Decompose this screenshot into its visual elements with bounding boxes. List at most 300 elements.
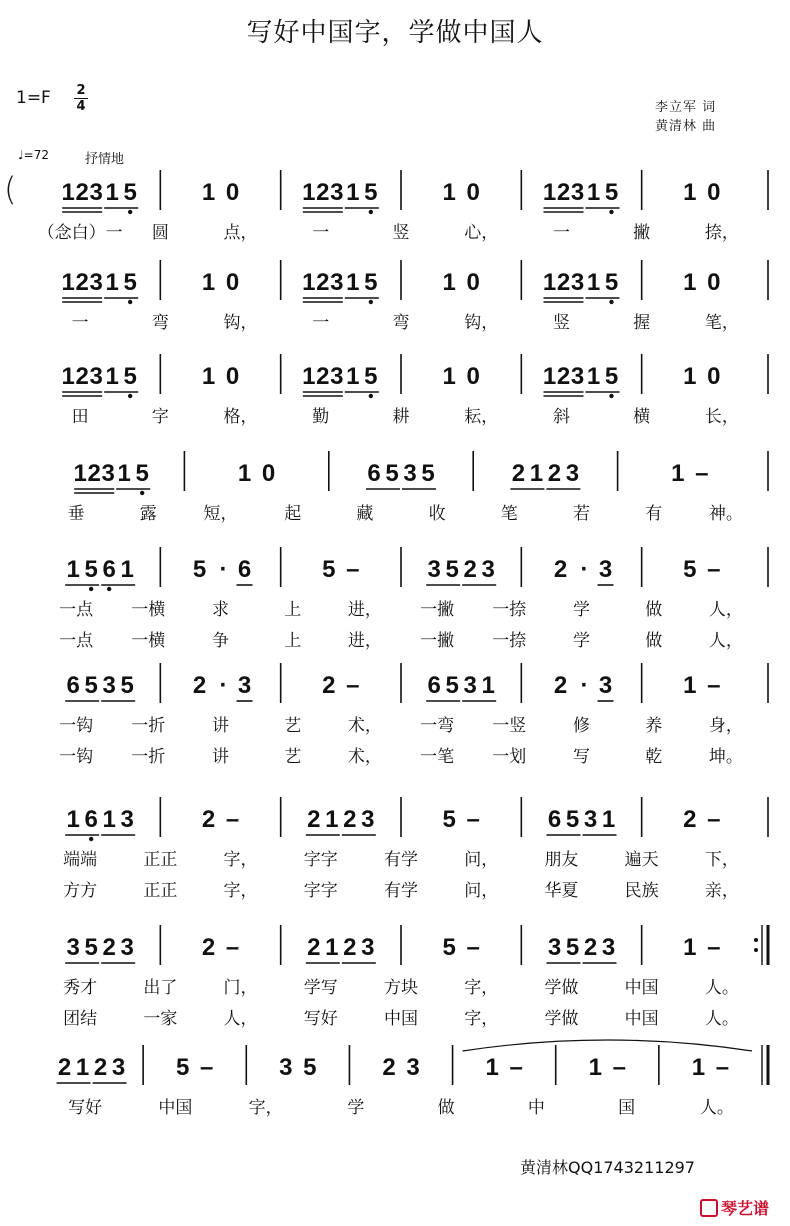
note: 1 — [586, 363, 601, 390]
note: 2 — [57, 1054, 72, 1081]
note: 1 — [325, 806, 339, 833]
note: 5 — [364, 363, 378, 390]
note: 5 — [120, 672, 134, 699]
note-dash: – — [225, 934, 240, 961]
lyric-word: 亲， — [704, 881, 739, 901]
note-dash: – — [466, 806, 480, 833]
note: 2 — [102, 934, 116, 961]
lyric-word: 一 — [71, 313, 89, 333]
expression-marking: 抒情地 — [85, 152, 125, 167]
lyric-word: 字， — [223, 850, 258, 870]
lyric-word: 一横 — [131, 631, 166, 651]
note: 1 — [683, 934, 697, 961]
note: 2 — [556, 179, 571, 206]
lyric-word: 学写 — [303, 978, 338, 998]
lyric-word: 方方 — [63, 881, 98, 901]
lyric-word: （念白）一 — [37, 223, 123, 243]
lyric-word: 中国 — [624, 978, 659, 998]
lyric-word: 中国 — [624, 1009, 659, 1029]
lyric-word: 坤。 — [708, 747, 743, 767]
note: 5 — [192, 556, 207, 583]
site-logo — [700, 1196, 769, 1219]
note: 5 — [565, 806, 580, 833]
note: 1 — [61, 363, 75, 390]
note: 1 — [105, 363, 119, 390]
lyric-word: 斜 — [552, 407, 570, 427]
lyric-word: 耕 — [392, 407, 410, 427]
lyric-word: 艺 — [284, 747, 302, 767]
note-dash: – — [707, 672, 721, 699]
note: 0 — [707, 179, 721, 206]
lyric-word: 神。 — [708, 504, 743, 524]
lyric-word: 下， — [704, 850, 739, 870]
lyric-word: 出了 — [143, 978, 178, 998]
note: 3 — [89, 363, 103, 390]
lyric-word: 乾 — [645, 747, 663, 767]
lyric-word: 求 — [212, 600, 229, 620]
lyric-word: 写好 — [303, 1009, 338, 1029]
note: 3 — [120, 934, 134, 961]
note: 1 — [105, 179, 119, 206]
note: 2 — [583, 934, 598, 961]
note: 5 — [445, 672, 459, 699]
lyric-word: 一钩 — [59, 716, 94, 736]
note: 1 — [66, 556, 80, 583]
lyric-word: 一竖 — [492, 716, 527, 736]
note: 1 — [588, 1054, 602, 1081]
lyric-word: 一弯 — [420, 716, 455, 736]
lyric-word: 上 — [284, 631, 302, 651]
lyric-word: 一 — [312, 223, 330, 243]
lyric-word: 一折 — [131, 747, 166, 767]
lyric-word: 正正 — [143, 881, 178, 901]
note: 1 — [586, 179, 601, 206]
note: 1 — [442, 269, 456, 296]
lyric-word: 笔 — [500, 504, 518, 524]
lyric-word: 中 — [527, 1098, 545, 1118]
low-octave-dot — [369, 210, 373, 214]
low-octave-dot — [89, 837, 93, 841]
lyric-word: 写好 — [68, 1098, 103, 1118]
note: 1 — [586, 269, 601, 296]
note: 2 — [463, 556, 477, 583]
note: 2 — [93, 1054, 108, 1081]
note: 3 — [547, 934, 562, 961]
note-dash: – — [200, 1054, 214, 1081]
note: 3 — [570, 269, 585, 296]
note: 5 — [123, 363, 137, 390]
note: 2 — [75, 269, 89, 296]
lyric-word: 写 — [573, 747, 590, 767]
lyric-word: 养 — [645, 716, 663, 736]
lyric-word: 人， — [223, 1009, 258, 1029]
note: 3 — [583, 806, 598, 833]
note: 1 — [442, 363, 456, 390]
note: 1 — [61, 269, 75, 296]
low-octave-dot — [128, 210, 132, 214]
lyric-word: 有 — [645, 504, 663, 524]
note-dot: · — [580, 556, 589, 583]
note: 1 — [542, 179, 557, 206]
note: 1 — [346, 269, 360, 296]
lyric-word: 做 — [437, 1098, 455, 1118]
lyric-word: 一撇 — [420, 631, 455, 651]
lyric-word: 遍天 — [624, 850, 659, 870]
note: 2 — [553, 556, 568, 583]
note: 0 — [707, 269, 721, 296]
note: 2 — [75, 179, 89, 206]
note: 3 — [89, 269, 103, 296]
lyric-word: 门， — [223, 978, 258, 998]
note-dash: – — [225, 806, 240, 833]
note-dash: – — [707, 934, 721, 961]
lyric-word: 人。 — [699, 1098, 734, 1118]
lyric-word: 中国 — [384, 1009, 418, 1029]
lyric-word: 字， — [464, 978, 499, 998]
note: 3 — [66, 934, 80, 961]
low-octave-dot — [609, 394, 613, 398]
repeat-dot — [754, 938, 758, 942]
lyric-word: 争 — [212, 631, 229, 651]
lyric-word: 华夏 — [544, 881, 579, 901]
lyric-word: 进， — [347, 600, 382, 620]
lyric-word: 一家 — [143, 1009, 178, 1029]
note: 3 — [570, 179, 585, 206]
note: 2 — [683, 806, 697, 833]
lyric-word: 起 — [284, 504, 302, 524]
lyric-word: 格， — [223, 407, 258, 427]
note: 2 — [87, 460, 101, 487]
note: 3 — [570, 363, 585, 390]
note-dash: – — [707, 556, 721, 583]
note: 2 — [201, 806, 216, 833]
note-dash: – — [695, 460, 709, 487]
composer-credit: 黄清林 曲 — [655, 119, 717, 134]
note: 1 — [237, 460, 252, 487]
note: 2 — [511, 460, 526, 487]
note: 1 — [346, 179, 360, 206]
lyric-word: 人。 — [704, 978, 739, 998]
note: 3 — [120, 806, 134, 833]
note: 5 — [604, 269, 619, 296]
lyric-word: 术， — [347, 716, 382, 736]
lyric-word: 民族 — [624, 881, 659, 901]
lyric-word: 团结 — [63, 1009, 98, 1029]
note: 1 — [601, 806, 616, 833]
note: 3 — [601, 934, 616, 961]
lyric-word: 人。 — [704, 1009, 739, 1029]
lyric-word: 笔， — [704, 313, 739, 333]
lyric-word: 钩， — [223, 313, 258, 333]
note: 5 — [385, 460, 399, 487]
song-title: 写好中国字，学做中国人 — [246, 18, 544, 48]
time-signature-top: 2 — [76, 83, 86, 98]
lyric-word: 竖 — [552, 313, 570, 333]
note: 6 — [237, 556, 252, 583]
note-dash: – — [466, 934, 480, 961]
note: 2 — [201, 934, 216, 961]
lyric-word: 横 — [633, 407, 651, 427]
note: 5 — [604, 363, 619, 390]
note: 2 — [382, 1054, 396, 1081]
note: 1 — [683, 363, 697, 390]
note: 1 — [302, 179, 316, 206]
lyric-word: 字字 — [303, 850, 338, 870]
lyric-word: 字， — [248, 1098, 283, 1118]
lyric-word: 一划 — [492, 747, 527, 767]
low-octave-dot — [128, 300, 132, 304]
note: 5 — [445, 556, 459, 583]
note: 1 — [302, 363, 316, 390]
note: 1 — [481, 672, 495, 699]
note: 3 — [565, 460, 580, 487]
note: 1 — [442, 179, 456, 206]
note: 5 — [364, 179, 378, 206]
lyric-word: 露 — [139, 504, 157, 524]
note: 3 — [463, 672, 477, 699]
lyric-word: 竖 — [392, 223, 410, 243]
lyric-word: 撇 — [633, 223, 651, 243]
note: 2 — [343, 934, 357, 961]
note: 3 — [111, 1054, 126, 1081]
lyric-word: 问， — [464, 850, 499, 870]
note: 3 — [330, 269, 344, 296]
key-signature: 1=F — [16, 88, 51, 108]
note: 5 — [303, 1054, 317, 1081]
note: 2 — [343, 806, 357, 833]
lyric-word: 一 — [552, 223, 570, 243]
lyric-word: 若 — [573, 504, 590, 524]
lyric-word: 艺 — [284, 716, 302, 736]
note: 6 — [367, 460, 381, 487]
tie-arc — [463, 1040, 752, 1051]
lyric-word: 弯 — [151, 313, 169, 333]
opening-bracket: ( — [4, 170, 17, 208]
note: 1 — [542, 363, 557, 390]
lyric-word: 人， — [708, 600, 743, 620]
lyric-word: 中国 — [158, 1098, 193, 1118]
note: 6 — [102, 556, 116, 583]
lyric-word: 心， — [464, 223, 499, 243]
note: 1 — [683, 269, 697, 296]
note: 2 — [316, 179, 330, 206]
note: 3 — [361, 806, 375, 833]
lyric-word: 字 — [151, 407, 169, 427]
lyric-word: 弯 — [392, 313, 410, 333]
note-dash: – — [346, 672, 360, 699]
lyric-word: 人， — [708, 631, 743, 651]
note: 2 — [316, 363, 330, 390]
note: 3 — [237, 672, 252, 699]
lyric-word: 捺， — [704, 223, 739, 243]
low-octave-dot — [128, 394, 132, 398]
note: 1 — [66, 806, 80, 833]
note: 1 — [325, 934, 339, 961]
repeat-dot — [754, 948, 758, 952]
note: 2 — [322, 672, 336, 699]
note: 5 — [442, 806, 456, 833]
note-dash: – — [509, 1054, 523, 1081]
note: 5 — [84, 672, 98, 699]
note: 5 — [123, 269, 137, 296]
note: 3 — [598, 556, 613, 583]
low-octave-dot — [89, 587, 93, 591]
note-dash: – — [346, 556, 360, 583]
note: 1 — [75, 1054, 90, 1081]
lyric-word: 点， — [223, 223, 258, 243]
note: 2 — [547, 460, 562, 487]
note: 1 — [201, 179, 216, 206]
lyric-word: 学 — [573, 631, 590, 651]
lyricist-credit: 李立军 词 — [655, 100, 717, 115]
note: 5 — [84, 556, 98, 583]
lyric-word: 垂 — [67, 504, 85, 524]
note: 2 — [553, 672, 568, 699]
note: 1 — [61, 179, 75, 206]
lyric-word: 方块 — [384, 978, 418, 998]
low-octave-dot — [369, 300, 373, 304]
note: 3 — [481, 556, 495, 583]
note: 6 — [66, 672, 80, 699]
lyric-word: 长， — [704, 407, 739, 427]
note: 3 — [102, 672, 116, 699]
lyric-word: 一折 — [131, 716, 166, 736]
lyric-word: 做 — [645, 600, 663, 620]
note: 0 — [225, 269, 240, 296]
note: 1 — [73, 460, 87, 487]
note: 3 — [403, 460, 417, 487]
note: 3 — [361, 934, 375, 961]
lyric-word: 藏 — [356, 504, 374, 524]
note: 1 — [302, 269, 316, 296]
note: 1 — [201, 363, 216, 390]
note: 3 — [279, 1054, 293, 1081]
note: 1 — [201, 269, 216, 296]
note: 0 — [466, 179, 480, 206]
low-octave-dot — [609, 300, 613, 304]
note: 3 — [427, 556, 441, 583]
logo-text: 琴艺谱 — [721, 1199, 770, 1218]
note: 0 — [707, 363, 721, 390]
note: 1 — [102, 806, 116, 833]
lyric-word: 一横 — [131, 600, 166, 620]
lyric-word: 问， — [464, 881, 499, 901]
low-octave-dot — [140, 491, 144, 495]
lyric-word: 田 — [71, 407, 89, 427]
lyric-word: 讲 — [212, 716, 229, 736]
lyric-word: 学做 — [544, 978, 579, 998]
note-dash: – — [612, 1054, 626, 1081]
lyric-word: 耘， — [464, 407, 499, 427]
lyric-word: 有学 — [384, 881, 418, 901]
low-octave-dot — [369, 394, 373, 398]
lyric-word: 圆 — [151, 223, 169, 243]
lyric-word: 身， — [708, 716, 743, 736]
lyric-word: 国 — [618, 1098, 636, 1118]
note: 2 — [316, 269, 330, 296]
note: 1 — [485, 1054, 499, 1081]
note: 3 — [330, 179, 344, 206]
lyric-word: 朋友 — [544, 850, 579, 870]
note: 1 — [671, 460, 685, 487]
time-signature-bottom: 4 — [76, 99, 86, 114]
note: 6 — [84, 806, 98, 833]
note: 0 — [466, 269, 480, 296]
footer-contact: 黄清林QQ1743211297 — [520, 1158, 695, 1177]
note: 5 — [135, 460, 149, 487]
lyric-word: 一钩 — [59, 747, 94, 767]
lyric-word: 钩， — [464, 313, 499, 333]
lyric-word: 讲 — [212, 747, 229, 767]
note-dash: – — [707, 806, 721, 833]
lyric-word: 修 — [573, 716, 590, 736]
note: 1 — [683, 672, 697, 699]
lyric-word: 一撇 — [420, 600, 455, 620]
lyric-word: 进， — [347, 631, 382, 651]
lyric-word: 术， — [347, 747, 382, 767]
note: 0 — [225, 363, 240, 390]
lyric-word: 一捺 — [492, 600, 527, 620]
lyric-word: 正正 — [143, 850, 178, 870]
lyric-word: 秀才 — [63, 978, 98, 998]
note: 5 — [364, 269, 378, 296]
lyric-word: 做 — [645, 631, 663, 651]
note: 3 — [406, 1054, 420, 1081]
lyric-word: 有学 — [384, 850, 418, 870]
lyric-word: 一捺 — [492, 631, 527, 651]
lyric-word: 一笔 — [420, 747, 455, 767]
note: 2 — [307, 934, 321, 961]
lyric-word: 短， — [203, 504, 238, 524]
note-dash: – — [715, 1054, 730, 1081]
note: 0 — [225, 179, 240, 206]
note: 3 — [598, 672, 613, 699]
note: 2 — [556, 269, 571, 296]
note: 5 — [322, 556, 336, 583]
lyric-word: 学 — [347, 1098, 365, 1118]
lyric-word: 收 — [428, 504, 446, 524]
note: 2 — [307, 806, 321, 833]
note: 2 — [75, 363, 89, 390]
note: 1 — [117, 460, 131, 487]
note: 1 — [683, 179, 697, 206]
note: 0 — [261, 460, 276, 487]
note: 6 — [427, 672, 441, 699]
lyric-word: 一点 — [59, 631, 94, 651]
lyric-word: 勤 — [312, 407, 330, 427]
note: 5 — [176, 1054, 190, 1081]
logo-icon — [700, 1199, 718, 1217]
lyric-word: 端端 — [63, 850, 98, 870]
note: 6 — [547, 806, 562, 833]
lyric-word: 学 — [573, 600, 590, 620]
lyric-word: 上 — [284, 600, 302, 620]
low-octave-dot — [609, 210, 613, 214]
note: 3 — [330, 363, 344, 390]
note: 5 — [565, 934, 580, 961]
lyric-word: 学做 — [544, 1009, 579, 1029]
note: 5 — [604, 179, 619, 206]
note: 3 — [101, 460, 115, 487]
note: 1 — [346, 363, 360, 390]
note: 5 — [442, 934, 456, 961]
note-dot: · — [219, 556, 228, 583]
note: 5 — [421, 460, 435, 487]
note: 1 — [542, 269, 557, 296]
lyric-word: 一点 — [59, 600, 94, 620]
note: 2 — [192, 672, 207, 699]
note: 1 — [120, 556, 134, 583]
